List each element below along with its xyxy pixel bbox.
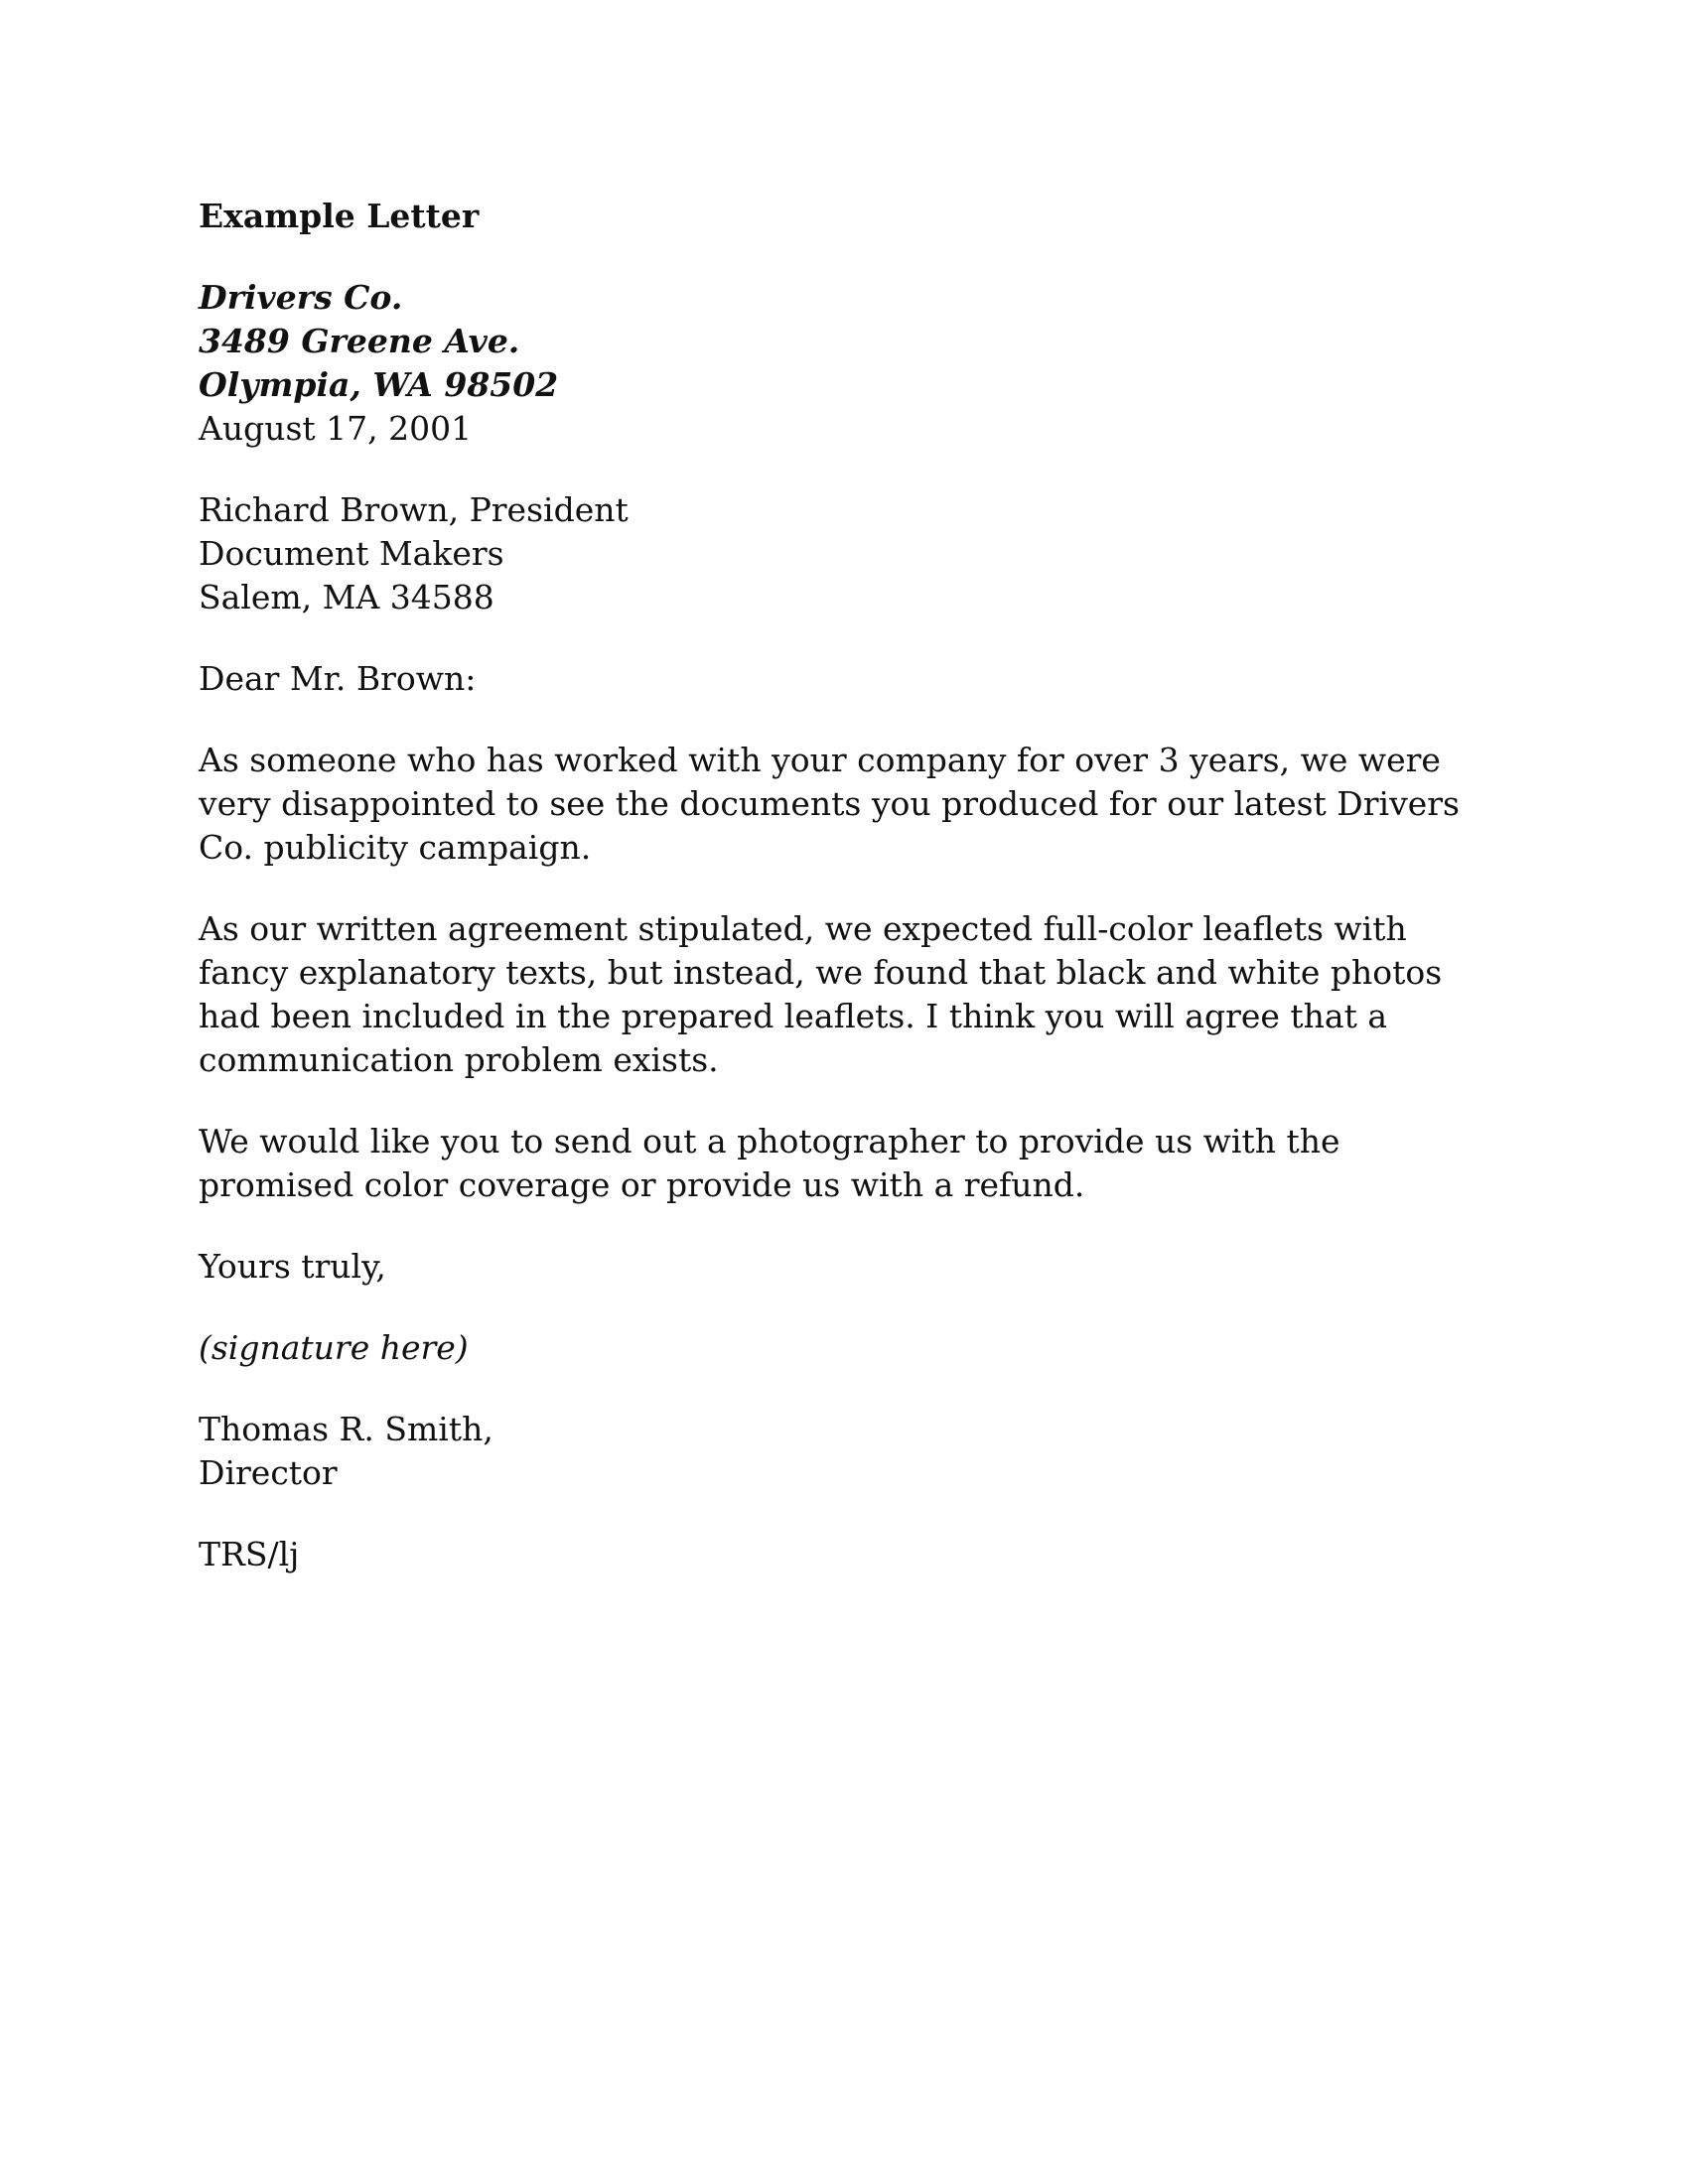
signer-title: Director xyxy=(199,1453,338,1492)
body-paragraph xyxy=(199,1120,1509,1207)
salutation xyxy=(199,657,1509,701)
sender-street: 3489 Greene Ave. xyxy=(199,322,520,360)
paragraph-line: As our written agreement stipulated, we expected full-color leaflets with xyxy=(199,909,1407,948)
reference-initials-text: TRS/lj xyxy=(199,1535,300,1573)
sender-address xyxy=(199,276,1509,451)
paragraph-line: We would like you to send out a photographer to provide us with the xyxy=(199,1122,1340,1160)
letter-page xyxy=(199,195,1509,1576)
closing-text: Yours truly, xyxy=(199,1247,386,1286)
signature-placeholder: (signature here) xyxy=(199,1328,469,1367)
body-paragraph xyxy=(199,907,1509,1082)
recipient-line: Document Makers xyxy=(199,534,504,573)
reference-initials xyxy=(199,1533,1509,1576)
paragraph-line: promised color coverage or provide us with a refund. xyxy=(199,1165,1085,1204)
letter-title: Example Letter xyxy=(199,197,480,235)
signature-area xyxy=(199,1326,1509,1370)
recipient-line: Salem, MA 34588 xyxy=(199,578,494,616)
closing xyxy=(199,1245,1509,1289)
paragraph-line: As someone who has worked with your company for over 3 years, we were xyxy=(199,741,1441,779)
paragraph-line: Co. publicity campaign. xyxy=(199,828,592,867)
sender-name: Drivers Co. xyxy=(199,278,403,317)
recipient-address xyxy=(199,488,1509,619)
recipient-line: Richard Brown, President xyxy=(199,490,629,529)
signer-name: Thomas R. Smith, xyxy=(199,1410,493,1448)
paragraph-line: communication problem exists. xyxy=(199,1040,719,1079)
signer-block xyxy=(199,1408,1509,1495)
body-paragraph xyxy=(199,739,1509,870)
paragraph-line: had been included in the prepared leaflets. I think you will agree that a xyxy=(199,997,1388,1035)
paragraph-line: very disappointed to see the documents you produced for our latest Drivers xyxy=(199,784,1460,823)
paragraph-line: fancy explanatory texts, but instead, we found that black and white photos xyxy=(199,953,1443,992)
letter-date: August 17, 2001 xyxy=(199,409,473,448)
salutation-text: Dear Mr. Brown: xyxy=(199,659,477,698)
sender-city: Olympia, WA 98502 xyxy=(199,365,559,404)
